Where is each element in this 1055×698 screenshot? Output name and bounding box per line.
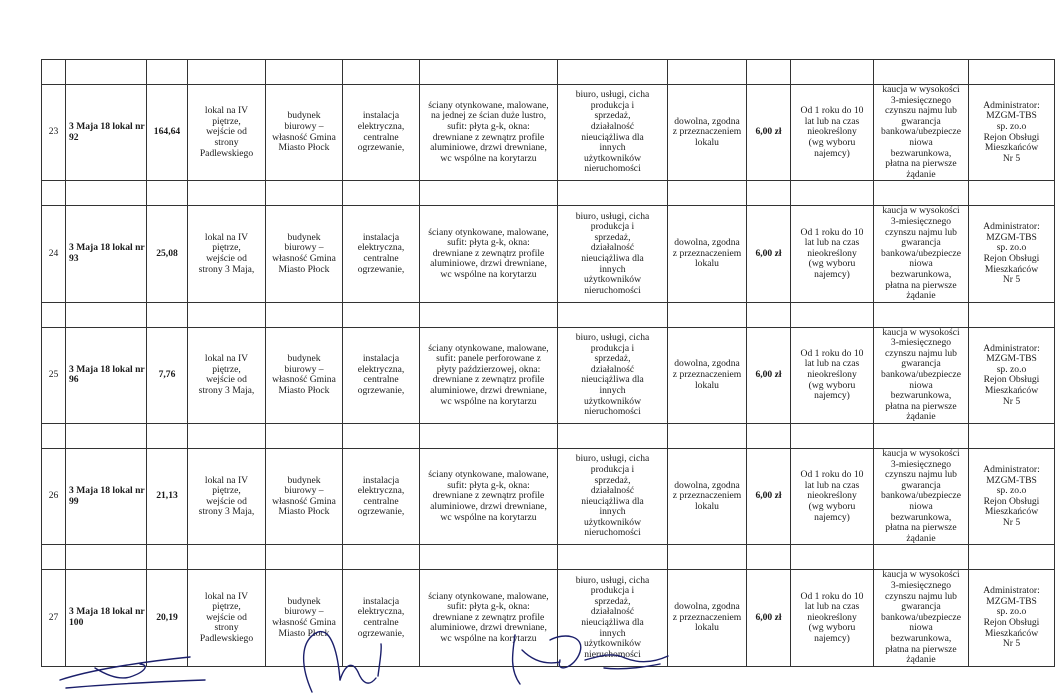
deposit-text: kaucja w wysokości 3-miesięcznego czynszu najmu lub gwarancja bankowa/ubezpiecze niowa bezwarunkowa, płatna na pierwsze żądanie <box>881 569 961 666</box>
installation-cell <box>343 206 420 302</box>
lease-term-cell <box>791 449 874 545</box>
deposit-text: kaucja w wysokości 3-miesięcznego czynszu najmu lub gwarancja bankowa/ubezpiecze niowa bezwarunkowa, płatna na pierwsze żądanie <box>881 205 961 302</box>
deposit-cell <box>874 206 969 302</box>
use-cell <box>668 327 747 423</box>
spacer-cell <box>874 181 969 206</box>
location-cell <box>188 206 266 302</box>
use-text: dowolna, zgodna z przeznaczeniem lokalu <box>672 237 742 270</box>
building-text: budynek biurowy – własność Gmina Miasto Płock <box>272 231 336 275</box>
spacer-cell <box>147 424 188 449</box>
spacer-cell <box>558 181 668 206</box>
rent-rate-cell <box>747 206 791 302</box>
installation-cell <box>343 449 420 545</box>
spacer-cell <box>747 302 791 327</box>
spacer-row <box>42 181 1055 206</box>
spacer-cell <box>791 181 874 206</box>
area-cell <box>147 85 188 181</box>
deposit-text: kaucja w wysokości 3-miesięcznego czynszu najmu lub gwarancja bankowa/ubezpiecze niowa bezwarunkowa, płatna na pierwsze żądanie <box>881 326 961 423</box>
lease-term-cell <box>791 85 874 181</box>
lease-term-text: Od 1 roku do 10 lat lub na czas nieokreślony (wg wyboru najemcy) <box>800 347 864 402</box>
administrator-cell <box>969 327 1055 423</box>
row-number-text: 25 <box>48 369 59 381</box>
spacer-cell <box>747 545 791 570</box>
address-text: 3 Maja 18 lokal nr 100 <box>69 606 145 629</box>
spacer-cell <box>188 302 266 327</box>
installation-text: instalacja elektryczna, centralne ogrzewanie, <box>357 231 405 275</box>
building-cell <box>266 206 343 302</box>
address-cell <box>66 206 147 302</box>
spacer-cell <box>188 545 266 570</box>
administrator-text: Administrator: MZGM-TBS sp. zo.o Rejon Obsługi Mieszkańców Nr 5 <box>983 221 1040 286</box>
spacer-cell <box>420 545 558 570</box>
location-text: lokal na IV piętrze, wejście od strony 3 Maja, <box>198 231 255 275</box>
spacer-cell <box>874 424 969 449</box>
administrator-text: Administrator: MZGM-TBS sp. zo.o Rejon Obsługi Mieszkańców Nr 5 <box>983 342 1040 407</box>
finish-text: ściany otynkowane, malowane, sufit: płyta g-k, okna: drewniane z zewnątrz profile aluminiowe, drzwi drewniane, wc wspólne na korytarzu <box>428 226 549 280</box>
spacer-cell <box>188 424 266 449</box>
building-text: budynek biurowy – własność Gmina Miasto Płock <box>272 110 336 154</box>
spacer-cell <box>668 181 747 206</box>
spacer-cell <box>420 181 558 206</box>
spacer-cell <box>558 424 668 449</box>
spacer-cell <box>42 181 66 206</box>
area-text: 164,64 <box>153 126 181 138</box>
spacer-cell <box>42 302 66 327</box>
location-cell <box>188 327 266 423</box>
spacer-cell <box>420 302 558 327</box>
deposit-text: kaucja w wysokości 3-miesięcznego czynszu najmu lub gwarancja bankowa/ubezpiecze niowa bezwarunkowa, płatna na pierwsze żądanie <box>881 84 961 180</box>
address-cell <box>66 327 147 423</box>
rent-rate-cell <box>747 85 791 181</box>
use-text: dowolna, zgodna z przeznaczeniem lokalu <box>672 601 742 634</box>
finish-text: ściany otynkowane, malowane, sufit: płyta g-k, okna: drewniane z zewnątrz profile aluminiowe, drzwi drewniane, wc wspólne na korytarzu <box>428 590 549 644</box>
table-row <box>42 449 1055 545</box>
spacer-cell <box>791 302 874 327</box>
address-cell <box>66 449 147 545</box>
spacer-row <box>42 545 1055 570</box>
deposit-cell <box>874 85 969 181</box>
spacer-cell <box>420 424 558 449</box>
spacer-cell <box>558 545 668 570</box>
spacer-row <box>42 60 1055 85</box>
spacer-cell <box>266 181 343 206</box>
installation-cell <box>343 327 420 423</box>
spacer-cell <box>343 545 420 570</box>
table-row <box>42 570 1055 666</box>
table-row <box>42 206 1055 302</box>
area-text: 7,76 <box>158 369 176 381</box>
purpose-text: biuro, usługi, cicha produkcja i sprzedaż, działalność nieuciążliwa dla innych użytkowników nieruchomości <box>575 331 650 418</box>
deposit-text: kaucja w wysokości 3-miesięcznego czynszu najmu lub gwarancja bankowa/ubezpiecze niowa bezwarunkowa, płatna na pierwsze żądanie <box>881 448 961 544</box>
purpose-cell <box>558 327 668 423</box>
administrator-text: Administrator: MZGM-TBS sp. zo.o Rejon Obsługi Mieszkańców Nr 5 <box>983 463 1040 528</box>
spacer-cell <box>147 545 188 570</box>
finish-cell <box>420 327 558 423</box>
lease-term-cell <box>791 570 874 666</box>
row-number-text: 27 <box>48 611 59 623</box>
purpose-text: biuro, usługi, cicha produkcja i sprzedaż, działalność nieuciążliwa dla innych użytkowników nieruchomości <box>575 453 650 539</box>
address-text: 3 Maja 18 lokal nr 93 <box>69 242 145 265</box>
administrator-text: Administrator: MZGM-TBS sp. zo.o Rejon Obsługi Mieszkańców Nr 5 <box>983 585 1040 650</box>
administrator-cell <box>969 570 1055 666</box>
spacer-cell <box>66 545 147 570</box>
use-cell <box>668 85 747 181</box>
location-cell <box>188 449 266 545</box>
property-listing-table <box>41 59 1055 667</box>
use-cell <box>668 570 747 666</box>
area-cell <box>147 570 188 666</box>
row-number-text: 24 <box>48 247 59 259</box>
area-text: 20,19 <box>156 611 178 623</box>
finish-cell <box>420 206 558 302</box>
purpose-text: biuro, usługi, cicha produkcja i sprzedaż, działalność nieuciążliwa dla innych użytkowników nieruchomości <box>575 89 650 175</box>
installation-text: instalacja elektryczna, centralne ogrzewanie, <box>357 595 405 639</box>
building-text: budynek biurowy – własność Gmina Miasto Płock <box>272 353 336 396</box>
use-text: dowolna, zgodna z przeznaczeniem lokalu <box>672 115 742 148</box>
spacer-cell <box>969 424 1055 449</box>
row-number-text: 23 <box>48 126 59 138</box>
installation-text: instalacja elektryczna, centralne ogrzewanie, <box>357 474 405 518</box>
rent-rate-cell <box>747 570 791 666</box>
lease-term-text: Od 1 roku do 10 lat lub na czas nieokreślony (wg wyboru najemcy) <box>800 226 864 280</box>
administrator-cell <box>969 85 1055 181</box>
spacer-cell <box>147 302 188 327</box>
rent-rate-text: 6,00 zł <box>755 369 782 381</box>
spacer-cell <box>42 424 66 449</box>
table-body <box>42 60 1055 667</box>
building-text: budynek biurowy – własność Gmina Miasto Płock <box>272 474 336 518</box>
rent-rate-text: 6,00 zł <box>755 126 782 138</box>
area-cell <box>147 327 188 423</box>
purpose-cell <box>558 85 668 181</box>
use-text: dowolna, zgodna z przeznaczeniem lokalu <box>672 479 742 512</box>
area-text: 21,13 <box>156 490 178 502</box>
building-cell <box>266 327 343 423</box>
area-text: 25,08 <box>156 247 178 259</box>
lease-term-text: Od 1 roku do 10 lat lub na czas nieokreślony (wg wyboru najemcy) <box>800 105 864 159</box>
building-cell <box>266 449 343 545</box>
building-cell <box>266 570 343 666</box>
table-row <box>42 327 1055 423</box>
spacer-cell <box>874 545 969 570</box>
rent-rate-text: 6,00 zł <box>755 490 782 502</box>
lease-term-cell <box>791 206 874 302</box>
installation-cell <box>343 85 420 181</box>
location-text: lokal na IV piętrze, wejście od strony Padlewskiego <box>199 590 254 644</box>
deposit-cell <box>874 327 969 423</box>
administrator-cell <box>969 206 1055 302</box>
finish-text: ściany otynkowane, malowane, sufit: płyta g-k, okna: drewniane z zewnątrz profile aluminiowe, drzwi drewniane, wc wspólne na korytarzu <box>428 469 549 523</box>
lease-term-text: Od 1 roku do 10 lat lub na czas nieokreślony (wg wyboru najemcy) <box>800 469 864 523</box>
spacer-cell <box>791 424 874 449</box>
use-cell <box>668 449 747 545</box>
address-text: 3 Maja 18 lokal nr 99 <box>69 485 145 507</box>
building-cell <box>266 85 343 181</box>
area-cell <box>147 206 188 302</box>
address-text: 3 Maja 18 lokal nr 92 <box>69 121 145 143</box>
rent-rate-cell <box>747 449 791 545</box>
spacer-cell <box>558 302 668 327</box>
row-number-cell <box>42 327 66 423</box>
spacer-cell <box>747 181 791 206</box>
address-cell <box>66 85 147 181</box>
spacer-cell <box>266 302 343 327</box>
spacer-cell <box>343 302 420 327</box>
location-text: lokal na IV piętrze, wejście od strony 3 Maja, <box>198 474 255 518</box>
spacer-cell <box>266 424 343 449</box>
address-cell <box>66 570 147 666</box>
table-row <box>42 85 1055 181</box>
spacer-cell <box>668 424 747 449</box>
lease-term-cell <box>791 327 874 423</box>
purpose-text: biuro, usługi, cicha produkcja i sprzedaż, działalność nieuciążliwa dla innych użytkowników nieruchomości <box>575 210 650 296</box>
installation-text: instalacja elektryczna, centralne ogrzewanie, <box>357 110 405 154</box>
spacer-cell <box>969 181 1055 206</box>
finish-cell <box>420 570 558 666</box>
location-text: lokal na IV piętrze, wejście od strony Padlewskiego <box>199 105 254 159</box>
purpose-cell <box>558 449 668 545</box>
row-number-cell <box>42 206 66 302</box>
finish-cell <box>420 85 558 181</box>
spacer-cell <box>874 302 969 327</box>
deposit-cell <box>874 570 969 666</box>
row-number-cell <box>42 85 66 181</box>
spacer-cell <box>343 181 420 206</box>
spacer-cell <box>42 545 66 570</box>
installation-text: instalacja elektryczna, centralne ogrzewanie, <box>357 353 405 396</box>
spacer-cell <box>668 302 747 327</box>
purpose-cell <box>558 206 668 302</box>
rent-rate-text: 6,00 zł <box>755 247 782 259</box>
address-text: 3 Maja 18 lokal nr 96 <box>69 363 145 386</box>
spacer-cell <box>343 424 420 449</box>
administrator-text: Administrator: MZGM-TBS sp. zo.o Rejon Obsługi Mieszkańców Nr 5 <box>983 99 1040 164</box>
area-cell <box>147 449 188 545</box>
spacer-cell <box>791 545 874 570</box>
row-number-cell <box>42 570 66 666</box>
spacer-cell <box>66 181 147 206</box>
purpose-cell <box>558 570 668 666</box>
spacer-cell <box>747 424 791 449</box>
use-cell <box>668 206 747 302</box>
finish-text: ściany otynkowane, malowane, sufit: panele perforowane z płyty paździerzowej, okna: drewniane z zewnątrz profile aluminiowe, drzwi drewniane, wc wspólne na korytarzu <box>428 342 549 407</box>
installation-cell <box>343 570 420 666</box>
spacer-row <box>42 302 1055 327</box>
use-text: dowolna, zgodna z przeznaczeniem lokalu <box>672 358 742 391</box>
administrator-cell <box>969 449 1055 545</box>
purpose-text: biuro, usługi, cicha produkcja i sprzedaż, działalność nieuciążliwa dla innych użytkowników nieruchomości <box>575 574 650 660</box>
finish-text: ściany otynkowane, malowane, na jednej ze ścian duże lustro, sufit: płyta g-k, okna: drewniane z zewnątrz profile aluminiowe, drzwi drewniane, wc wspólne na korytarzu <box>428 99 549 164</box>
spacer-cell <box>266 545 343 570</box>
spacer-cell <box>969 545 1055 570</box>
spacer-cell <box>969 302 1055 327</box>
rent-rate-text: 6,00 zł <box>755 611 782 623</box>
lease-term-text: Od 1 roku do 10 lat lub na czas nieokreślony (wg wyboru najemcy) <box>800 590 864 644</box>
location-text: lokal na IV piętrze, wejście od strony 3 Maja, <box>198 353 255 396</box>
spacer-cell <box>147 181 188 206</box>
spacer-row <box>42 424 1055 449</box>
spacer-cell <box>188 181 266 206</box>
spacer-cell <box>66 302 147 327</box>
location-cell <box>188 570 266 666</box>
rent-rate-cell <box>747 327 791 423</box>
row-number-cell <box>42 449 66 545</box>
row-number-text: 26 <box>48 490 59 502</box>
location-cell <box>188 85 266 181</box>
spacer-cell <box>668 545 747 570</box>
building-text: budynek biurowy – własność Gmina Miasto Płock <box>272 595 336 639</box>
finish-cell <box>420 449 558 545</box>
spacer-cell <box>66 424 147 449</box>
deposit-cell <box>874 449 969 545</box>
